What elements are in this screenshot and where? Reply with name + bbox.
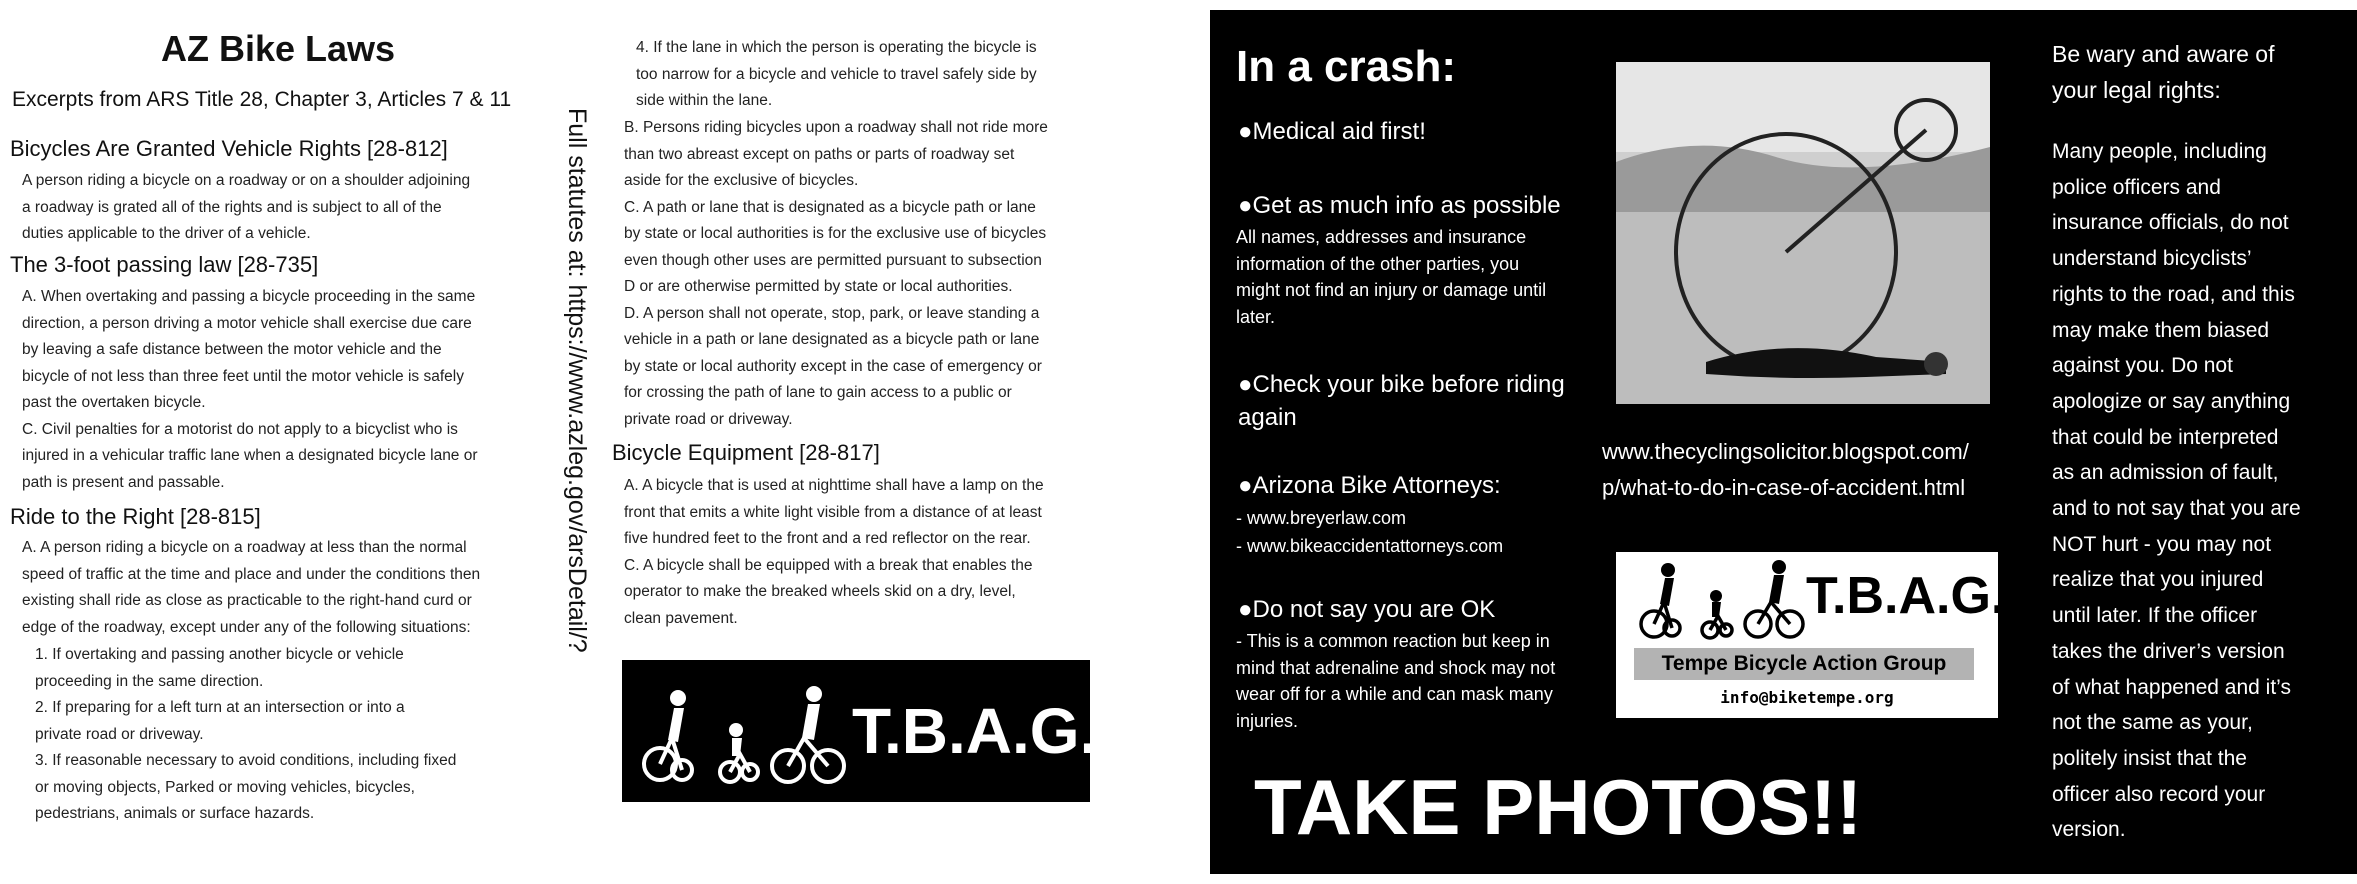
text-line: ●Check your bike before riding (1238, 371, 1565, 398)
tbag-logo-left (622, 660, 1098, 802)
text-line: by state or local authorities is for the exclusive use of bicycles (624, 225, 1047, 242)
section-list-ride-right (35, 642, 456, 828)
text-line: existing shall ride as close as practicable to the right-hand curd or (22, 592, 472, 609)
text-line: by state or local authority except in the case of emergency or (624, 357, 1042, 375)
text-line: as an admission of fault, (2052, 461, 2279, 485)
text-line: NOT hurt - you may not (2052, 532, 2272, 556)
crash-photo-image (1616, 62, 1990, 404)
text-line: understand bicyclists’ (2052, 247, 2252, 271)
text-line: D or are otherwise permitted by state or local authorities. (624, 278, 1013, 295)
bullet-not-ok-text (1236, 628, 1555, 734)
section-heading-vehicle-rights: Bicycles Are Granted Vehicle Rights [28-812] (10, 136, 448, 161)
text-line: aside for the exclusive of bicycles. (624, 172, 859, 189)
text-line: police officers and (2052, 175, 2221, 199)
text-line: injuries. (1236, 710, 1299, 731)
text-line: vehicle in a path or lane designated as a bicycle path or lane (624, 331, 1040, 348)
text-line: even though other uses are permitted pursuant to subsection (624, 251, 1042, 269)
text-line: rights to the road, and this (2052, 282, 2295, 306)
section-heading-equipment: Bicycle Equipment [28-817] (612, 440, 880, 465)
list-item: side within the lane. (636, 92, 773, 109)
list-item: 4. If the lane in which the person is operating the bicycle is (636, 39, 1037, 56)
text-line: and to not say that you are (2052, 497, 2301, 521)
text-line: wear off for a while and can mask many (1236, 684, 1553, 704)
list-item: pedestrians, animals or surface hazards. (35, 805, 315, 822)
tbag-logo-text: T.B.A.G. (1806, 567, 2006, 625)
text-line: takes the driver’s version (2052, 639, 2285, 663)
section-text-vehicle-rights (22, 168, 470, 248)
text-line: against you. Do not (2052, 354, 2233, 378)
text-line: path is present and passable. (22, 473, 225, 491)
text-line: five hundred feet to the front and a red reflector on the rear. (624, 530, 1031, 547)
text-line: injured in a vehicular traffic lane when a designated bicycle lane or (22, 447, 478, 464)
text-line: apologize or say anything (2052, 389, 2291, 413)
col2-top-text (636, 35, 1037, 115)
rights-text (2052, 134, 2301, 848)
text-line: insurance officials, do not (2052, 211, 2289, 235)
bullet-info-text (1236, 224, 1546, 330)
attorney-link[interactable]: - www.breyerlaw.com (1236, 508, 1407, 528)
text-line: private road or driveway. (624, 410, 793, 428)
text-line: C. Civil penalties for a motorist do not apply to a bicyclist who is (22, 420, 458, 438)
attorneys-list (1236, 504, 1503, 560)
text-line: A person riding a bicycle on a roadway or on a shoulder adjoining (22, 172, 471, 189)
text-line: might not find an injury or damage until (1236, 280, 1547, 300)
text-line: not the same as your, (2052, 711, 2253, 735)
text-line: Many people, including (2052, 140, 2267, 163)
text-line: that could be interpreted (2052, 425, 2279, 449)
page-subtitle: Excerpts from ARS Title 28, Chapter 3, Articles 7 & 11 (12, 88, 512, 111)
text-line: by leaving a safe distance between the motor vehicle and the (22, 341, 442, 358)
bullet-attorneys: ●Arizona Bike Attorneys: (1238, 472, 1501, 499)
crash-photo (1616, 62, 1990, 404)
text-line: past the overtaken bicycle. (22, 394, 206, 411)
text-line: politely insist that the (2052, 746, 2247, 770)
text-line: operator to make the breaked wheels skid on a dry, level, (624, 583, 1016, 600)
list-item: private road or driveway. (35, 725, 204, 743)
accident-url[interactable] (1602, 434, 1969, 506)
col2-text (624, 115, 1048, 433)
tbag-email[interactable]: info@biketempe.org (1720, 688, 1894, 707)
attorney-link[interactable]: - www.bikeaccidentattorneys.com (1236, 536, 1504, 556)
right-panel (1210, 10, 2357, 874)
text-line: edge of the roadway, except under any of the following situations: (22, 618, 471, 636)
list-item: 2. If preparing for a left turn at an intersection or into a (35, 699, 405, 716)
page-title: AZ Bike Laws (160, 28, 396, 69)
text-line: information of the other parties, you (1236, 253, 1520, 274)
text-line: officer also record your (2052, 782, 2266, 806)
text-line: - This is a common reaction but keep in (1236, 631, 1550, 651)
take-photos-heading: TAKE PHOTOS!! (1254, 763, 1863, 851)
text-line: A. A person riding a bicycle on a roadway at less than the normal (22, 539, 467, 556)
rights-heading (2052, 36, 2274, 108)
text-line: clean pavement. (624, 609, 738, 627)
text-line: your legal rights: (2052, 77, 2221, 103)
bullet-info: ●Get as much info as possible (1238, 192, 1561, 219)
text-line: a roadway is grated all of the rights and is subject to all of the (22, 198, 442, 216)
statutes-url-vertical (555, 108, 595, 748)
text-line: for crossing the path of lane to gain access to a public or (624, 384, 1012, 401)
text-line: front that emits a white light visible from a distance of at least (624, 503, 1042, 521)
url-line[interactable]: p/what-to-do-in-case-of-accident.html (1602, 475, 1966, 500)
text-line: than two abreast except on paths or parts of roadway set (624, 145, 1015, 163)
text-line: of what happened and it’s (2052, 675, 2291, 699)
text-line: until later. If the officer (2052, 604, 2258, 628)
text-line: C. A path or lane that is designated as a bicycle path or lane (624, 198, 1036, 216)
text-line: A. When overtaking and passing a bicycle proceeding in the same (22, 288, 476, 305)
text-line: direction, a person driving a motor vehicle shall exercise due care (22, 314, 472, 332)
list-item: or moving objects, Parked or moving vehicles, bicycles, (35, 778, 415, 796)
statutes-url-text: Full statutes at: https://www.azleg.gov/arsDetail/? (563, 108, 591, 653)
list-item: 3. If reasonable necessary to avoid conditions, including fixed (35, 752, 457, 769)
text-line: B. Persons riding bicycles upon a roadway shall not ride more (624, 119, 1048, 136)
bullet-medical: ●Medical aid first! (1238, 118, 1426, 145)
tbag-logo-text: T.B.A.G. (852, 695, 1098, 767)
list-item: proceeding in the same direction. (35, 672, 264, 690)
text-line: A. A bicycle that is used at nighttime shall have a lamp on the (624, 477, 1044, 494)
text-line: bicycle of not less than three feet until the motor vehicle is safely (22, 367, 464, 385)
text-line: later. (1236, 306, 1276, 327)
url-line[interactable]: www.thecyclingsolicitor.blogspot.com/ (1602, 439, 1969, 464)
text-line: again (1238, 404, 1297, 431)
section-text-ride-right (22, 535, 480, 641)
text-line: D. A person shall not operate, stop, park, or leave standing a (624, 304, 1040, 322)
cyclists-icon (1636, 560, 1806, 644)
list-item: 1. If overtaking and passing another bicycle or vehicle (35, 646, 404, 663)
text-line: may make them biased (2052, 318, 2270, 342)
section-text-3-foot (22, 284, 478, 496)
crash-title: In a crash: (1236, 42, 1457, 91)
text-line: All names, addresses and insurance (1236, 227, 1527, 247)
text-line: version. (2052, 818, 2126, 842)
list-item: too narrow for a bicycle and vehicle to travel safely side by (636, 65, 1037, 83)
bullet-check-bike (1238, 368, 1565, 434)
text-line: mind that adrenaline and shock may not (1236, 657, 1556, 678)
bullet-not-ok: ●Do not say you are OK (1238, 596, 1496, 623)
text-line: realize that you injured (2052, 568, 2264, 592)
tbag-logo-right (1616, 552, 2006, 718)
text-line: speed of traffic at the time and place and under the conditions then (22, 565, 481, 583)
text-line: duties applicable to the driver of a vehicle. (22, 225, 311, 242)
section-text-equipment (624, 473, 1044, 632)
section-heading-ride-right: Ride to the Right [28-815] (10, 504, 261, 529)
section-heading-3-foot: The 3-foot passing law [28-735] (10, 252, 319, 277)
cyclists-icon (638, 686, 848, 790)
text-line: C. A bicycle shall be equipped with a break that enables the (624, 556, 1033, 574)
tbag-group-name: Tempe Bicycle Action Group (1634, 648, 1974, 680)
text-line: Be wary and aware of (2052, 41, 2275, 67)
